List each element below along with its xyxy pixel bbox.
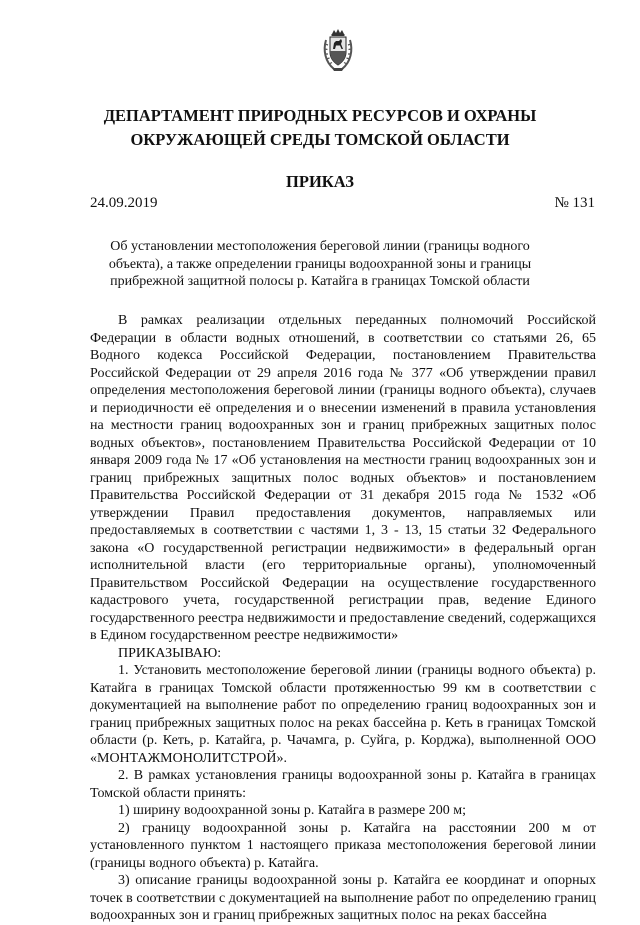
order-date: 24.09.2019: [90, 195, 158, 211]
order-item-2: 2. В рамках установления границы водоохранной зоны р. Катайга в границах Томской области принять:: [90, 768, 596, 801]
department-name: [40, 104, 600, 152]
order-number: № 131: [554, 195, 595, 211]
order-item-1: 1. Установить местоположение береговой линии (границы водного объекта) р. Катайга в границах Томской области протяженностью 99 км в соответствии с документацией на выполнение работ по определению границ водоохранных зон и границ прибрежных защитных полос на реках бассейна р. Кеть в границах Томской области (р. Кеть, р. Катайга, р. Чачамга, р. Суйга, р. Корджа), выполненной ООО «МОНТАЖМОНОЛИТСТРОЙ».: [90, 663, 596, 766]
order-item-2-sub-1: 1) ширину водоохранной зоны р. Катайга в размере 200 м;: [118, 803, 466, 818]
department-name-line2: ОКРУЖАЮЩЕЙ СРЕДЫ ТОМСКОЙ ОБЛАСТИ: [130, 130, 510, 149]
order-body: [90, 312, 596, 925]
order-item-2-sub-3: 3) описание границы водоохранной зоны р. Катайга ее координат и опорных точек в соответствии с документацией на выполнение работ по определению границ водоохранных зон и границ прибрежных защитных полос на реках бассейна: [90, 873, 596, 923]
department-name-line1: ДЕПАРТАМЕНТ ПРИРОДНЫХ РЕСУРСОВ И ОХРАНЫ: [103, 106, 537, 125]
order-item-2-sub-2: 2) границу водоохранной зоны р. Катайга на расстоянии 200 м от установленного пунктом 1 настоящего приказа местоположения береговой линии (границы водного объекта) р. Катайга.: [90, 820, 596, 871]
preamble-paragraph: В рамках реализации отдельных переданных полномочий Российской Федерации в области водных отношений, в соответствии со статьями 26, 65 Водного кодекса Российской Федерации, постановлением Правительства Российской Федерации от 29 апреля 2016 года № 377 «Об утверждении правил определения местоположения береговой линии (границы водного объекта), случаев и периодичности её определения и о внесении изменений в правила установления на местности границ водоохранных зон и границ прибрежных защитных полос водных объектов», постановлением Правительства Российской Федерации от 10 января 2009 года № 17 «Об установления на местности границ водоохранных зон и границ прибрежных защитных полос водных объектов» и постановлением Правительства Российской Федерации от 31 декабря 2015 года № 1532 «Об утверждении Правил предоставления документов, направляемых или предоставляемых в соответствии с частями 1, 3 - 13, 15 статьи 32 Федерального закона «О государственной регистрации недвижимости» в федеральный орган исполнительной власти (его территориальные органы), уполномоченный Правительством Российской Федерации на осуществление государственного кадастрового учета, государственной регистрации прав, ведение Единого государственного реестра недвижимости и предоставление сведений, содержащихся в Едином государственном реестре недвижимости»: [90, 313, 596, 643]
order-word: ПРИКАЗЫВАЮ:: [118, 645, 222, 661]
order-subject: Об установлении местоположения береговой линии (границы водного объекта), а также определении границы водоохранной зоны и границы прибрежной защитной полосы р. Катайга в границах Томской области: [108, 239, 532, 289]
tomsk-region-coat-of-arms-icon: [322, 28, 354, 72]
document-type-title: ПРИКАЗ: [286, 172, 354, 191]
